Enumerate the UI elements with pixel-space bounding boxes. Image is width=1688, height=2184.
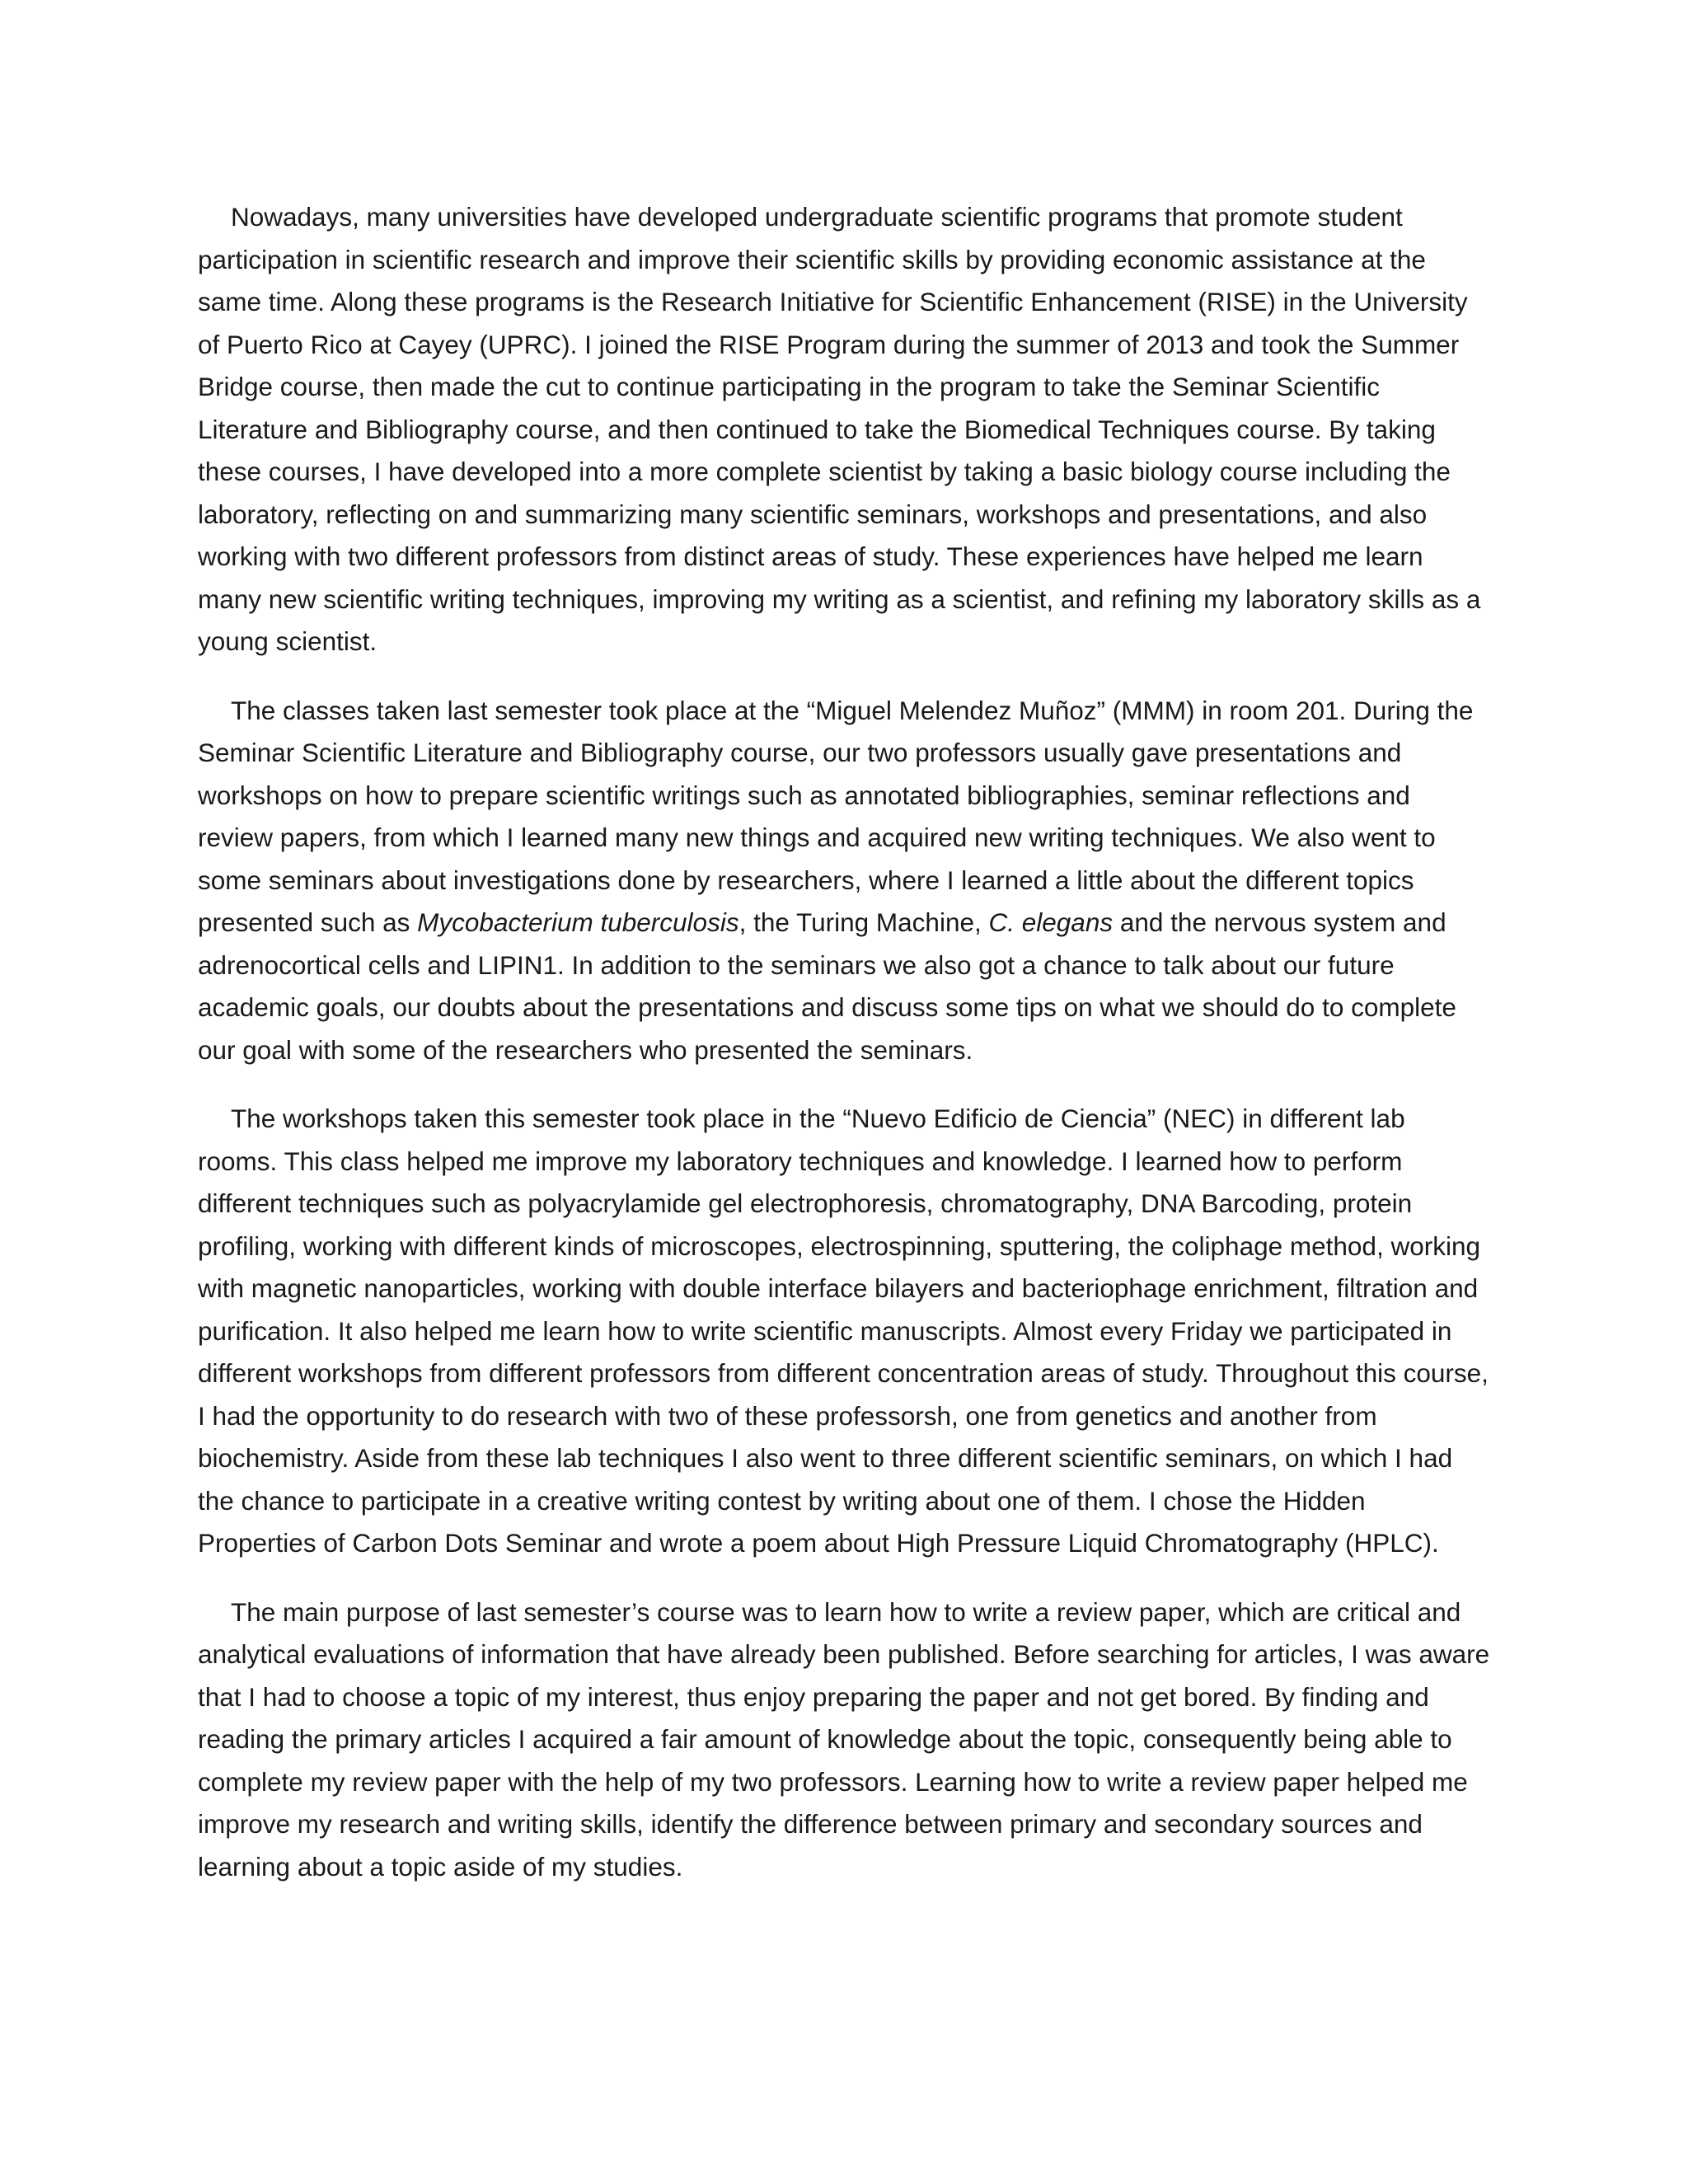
italic-term: C. elegans <box>988 907 1114 937</box>
paragraph-workshops <box>198 1098 1490 1565</box>
paragraph-seminar-course <box>198 690 1490 1072</box>
document-page <box>198 196 1490 1915</box>
paragraph-text: , the Turing Machine, <box>738 907 989 937</box>
paragraph-text: The workshops taken this semester took place in the “Nuevo Edificio de Ciencia” (NEC) in different lab rooms. This class helped me improve my laboratory techniques and knowledge. I learned how to perform different techniques such as polyacrylamide gel electrophoresis, chromatography, DNA Barcoding, protein profiling, working with different kinds of microscopes, electrospinning, sputtering, the coliphage method, working with magnetic nanoparticles, working with double interface bilayers and bacteriophage enrichment, filtration and purification. It also helped me learn how to write scientific manuscripts. Almost every Friday we participated in different workshops from different professors from different concentration areas of study. Throughout this course, I had the opportunity to do research with two of these professorsh, one from genetics and another from biochemistry. Aside from these lab techniques I also went to three different scientific seminars, on which I had the chance to participate in a creative writing contest by writing about one of them. I chose the Hidden Properties of Carbon Dots Seminar and wrote a poem about High Pressure Liquid Chromatography (HPLC). <box>198 1104 1489 1558</box>
paragraph-review-paper <box>198 1591 1490 1889</box>
paragraph-text: The main purpose of last semester’s course was to learn how to write a review paper, which are critical and analytical evaluations of information that have already been published. Before searching for articles, I was aware that I had to choose a topic of my interest, thus enjoy preparing the paper and not get bored. By finding and reading the primary articles I acquired a fair amount of knowledge about the topic, consequently being able to complete my review paper with the help of my two professors. Learning how to write a review paper helped me improve my research and writing skills, identify the difference between primary and secondary sources and learning about a topic aside of my studies. <box>198 1596 1490 1882</box>
paragraph-text: Nowadays, many universities have developed undergraduate scientific programs that promote student participation in scientific research and improve their scientific skills by providing economic assistance at the same time. Along these programs is the Research Initiative for Scientific Enhancement (RISE) in the University of Puerto Rico at Cayey (UPRC). I joined the RISE Program during the summer of 2013 and took the Summer Bridge course, then made the cut to continue participating in the program to take the Seminar Scientific Literature and Bibliography course, and then continued to take the Biomedical Techniques course. By taking these courses, I have developed into a more complete scientist by taking a basic biology course including the laboratory, reflecting on and summarizing many scientific seminars, workshops and presentations, and also working with two different professors from distinct areas of study. These experiences have helped me learn many new scientific writing techniques, improving my writing as a scientist, and refining my laboratory skills as a young scientist. <box>198 202 1481 656</box>
italic-term: Mycobacterium tuberculosis <box>417 907 739 937</box>
paragraph-text: The classes taken last semester took place at the “Miguel Melendez Muñoz” (MMM) in room 201. During the Seminar Scientific Literature and Bibliography course, our two professors usually gave presentations and workshops on how to prepare scientific writings such as annotated bibliographies, seminar reflections and review papers, from which I learned many new things and acquired new writing techniques. We also went to some seminars about investigations done by researchers, where I learned a little about the different topics presented such as <box>198 695 1474 937</box>
paragraph-text: and the nervous system and adrenocortical cells and LIPIN1. In addition to the seminars we also got a chance to talk about our future academic goals, our doubts about the presentations and discuss some tips on what we should do to complete our goal with some of the researchers who presented the seminars. <box>198 907 1456 1065</box>
paragraph-rise-program <box>198 196 1490 663</box>
